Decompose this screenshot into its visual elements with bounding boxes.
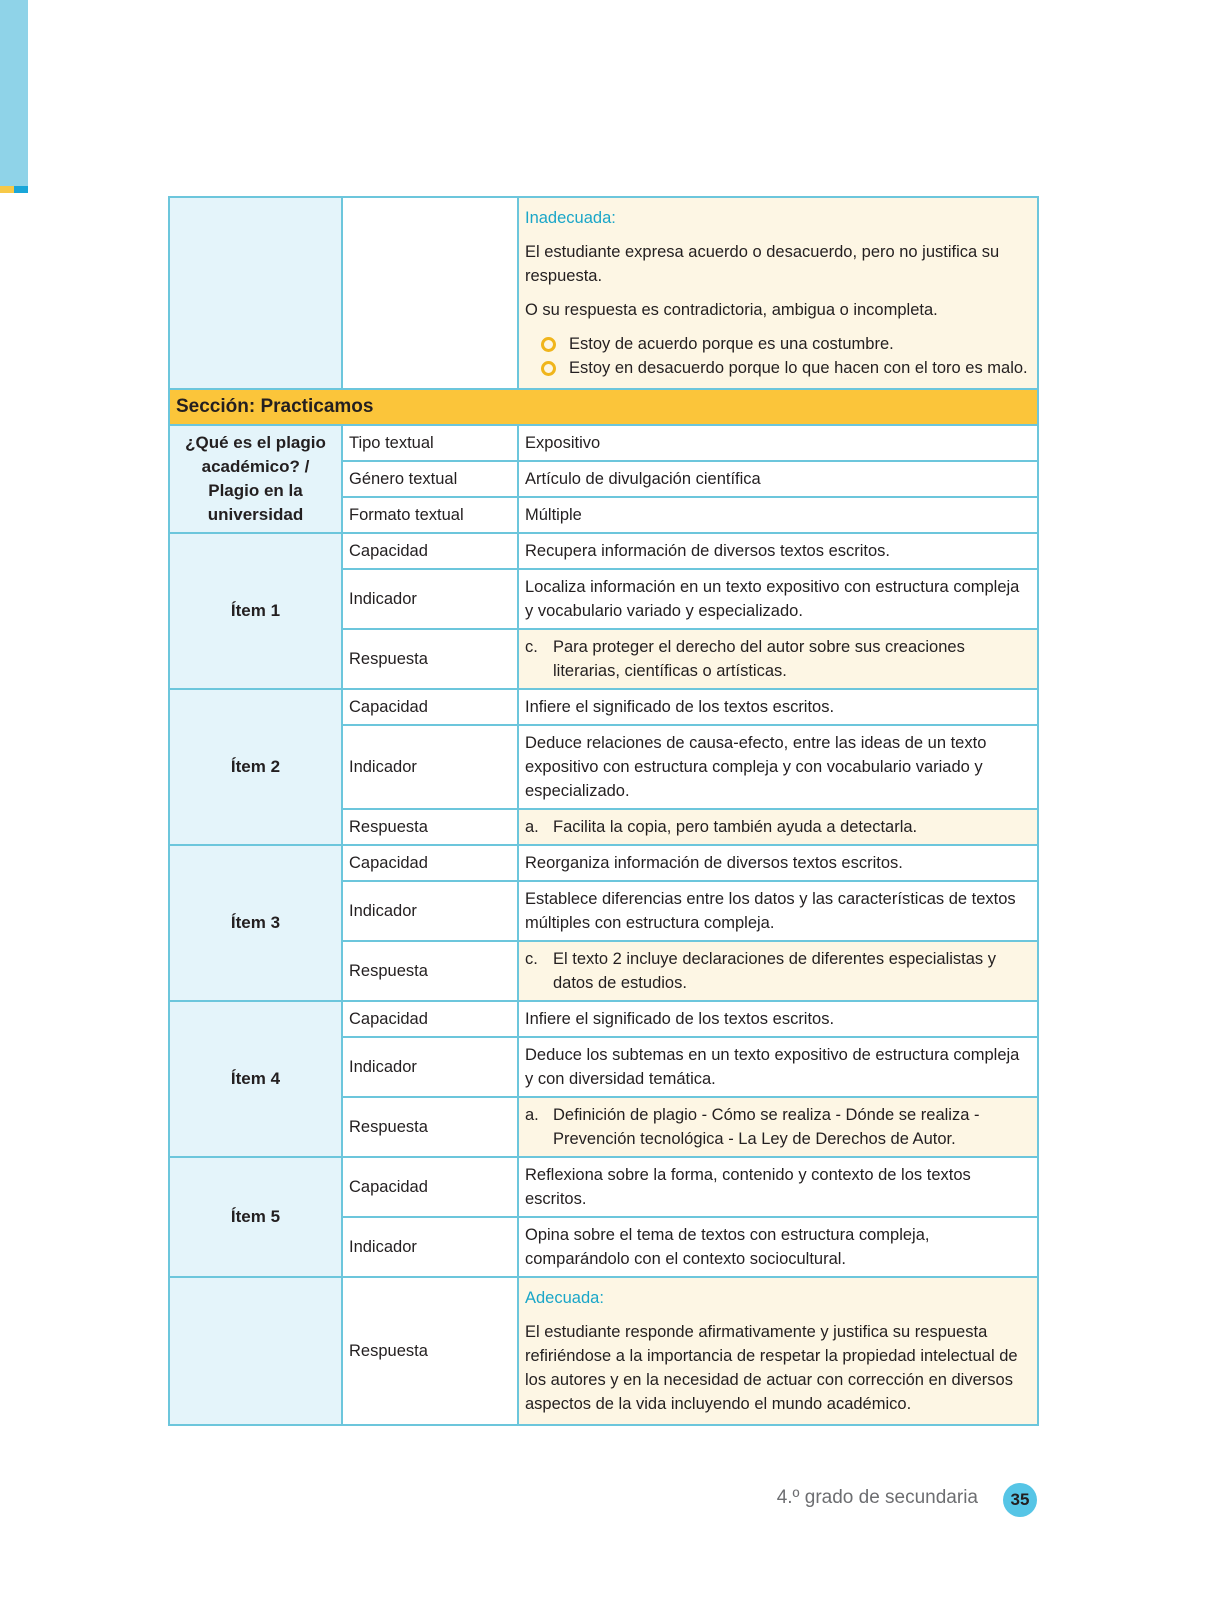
inadequate-text-1: El estudiante expresa acuerdo o desacuerdo, pero no justifica su respuesta.	[525, 243, 1000, 285]
indicador-label: Indicador	[342, 725, 518, 809]
text-title: ¿Qué es el plagio académico? / Plagio en la universidad	[169, 425, 342, 533]
table-row	[169, 1001, 1038, 1037]
empty-cell	[169, 1277, 342, 1425]
capacidad-label: Capacidad	[342, 533, 518, 569]
indicador-label: Indicador	[342, 881, 518, 941]
item-name: Ítem 1	[169, 533, 342, 689]
option-letter: c.	[525, 950, 538, 968]
capacidad-label: Capacidad	[342, 845, 518, 881]
circle-bullet-icon	[541, 361, 556, 376]
row-value: Múltiple	[518, 497, 1038, 533]
option-letter: a.	[525, 818, 539, 836]
capacidad-label: Capacidad	[342, 1001, 518, 1037]
item-name: Ítem 3	[169, 845, 342, 1001]
respuesta-label: Respuesta	[342, 809, 518, 845]
section-title: Sección: Practicamos	[169, 389, 1038, 425]
page-number: 35	[1003, 1483, 1037, 1517]
indicador-label: Indicador	[342, 569, 518, 629]
section-header-row	[169, 389, 1038, 425]
row-value: Expositivo	[518, 425, 1038, 461]
capacidad-value: Infiere el significado de los textos escritos.	[518, 689, 1038, 725]
table-row	[169, 1157, 1038, 1217]
evaluation-table	[168, 196, 1039, 1426]
item-name: Ítem 4	[169, 1001, 342, 1157]
side-accent-bar	[0, 0, 28, 186]
table-row	[169, 425, 1038, 461]
inadequate-cell	[518, 197, 1038, 389]
respuesta-label: Respuesta	[342, 1097, 518, 1157]
indicador-value: Deduce los subtemas en un texto expositivo de estructura compleja y con diversidad temática.	[518, 1037, 1038, 1097]
table-row	[169, 1277, 1038, 1425]
respuesta-label: Respuesta	[342, 629, 518, 689]
option-letter: a.	[525, 1106, 539, 1124]
respuesta-label: Respuesta	[342, 941, 518, 1001]
list-item	[525, 356, 1031, 380]
item-name: Ítem 2	[169, 689, 342, 845]
side-accent-yellow	[0, 186, 14, 193]
respuesta-value: Definición de plagio - Cómo se realiza - Dónde se realiza - Prevención tecnológica - La Ley de Derechos de Autor.	[553, 1106, 980, 1148]
respuesta-cell	[518, 629, 1038, 689]
inadequate-row	[169, 197, 1038, 389]
table-row	[169, 845, 1038, 881]
inadequate-text-2: O su respuesta es contradictoria, ambigua o incompleta.	[525, 301, 938, 319]
respuesta-cell	[518, 941, 1038, 1001]
table-row	[169, 533, 1038, 569]
row-label: Género textual	[342, 461, 518, 497]
respuesta-value: El estudiante responde afirmativamente y justifica su respuesta refiriéndose a la importancia de respetar la propiedad intelectual de los autores y en la necesidad de actuar con corrección en diversos aspectos de la vida incluyendo el mundo académico.	[525, 1323, 1018, 1413]
indicador-label: Indicador	[342, 1037, 518, 1097]
inadequate-label: Inadecuada:	[525, 209, 616, 227]
respuesta-value: Para proteger el derecho del autor sobre sus creaciones literarias, científicas o artísticas.	[553, 638, 965, 680]
capacidad-value: Reorganiza información de diversos textos escritos.	[518, 845, 1038, 881]
indicador-label: Indicador	[342, 1217, 518, 1277]
respuesta-label: Respuesta	[342, 1277, 518, 1425]
item-name: Ítem 5	[169, 1157, 342, 1277]
circle-bullet-icon	[541, 337, 556, 352]
table-row	[169, 689, 1038, 725]
respuesta-value: El texto 2 incluye declaraciones de diferentes especialistas y datos de estudios.	[553, 950, 996, 992]
indicador-value: Establece diferencias entre los datos y las características de textos múltiples con estructura compleja.	[518, 881, 1038, 941]
row-value: Artículo de divulgación científica	[518, 461, 1038, 497]
indicador-value: Deduce relaciones de causa-efecto, entre las ideas de un texto expositivo con estructura compleja y con vocabulario variado y especializado.	[518, 725, 1038, 809]
capacidad-label: Capacidad	[342, 1157, 518, 1217]
capacidad-label: Capacidad	[342, 689, 518, 725]
row-label: Formato textual	[342, 497, 518, 533]
grade-label: 4.º grado de secundaria	[776, 1487, 978, 1508]
capacidad-value: Infiere el significado de los textos escritos.	[518, 1001, 1038, 1037]
capacidad-value: Reflexiona sobre la forma, contenido y contexto de los textos escritos.	[518, 1157, 1038, 1217]
list-item-text: Estoy de acuerdo porque es una costumbre.	[569, 335, 894, 353]
indicador-value: Opina sobre el tema de textos con estructura compleja, comparándolo con el contexto sociocultural.	[518, 1217, 1038, 1277]
empty-cell	[169, 197, 342, 389]
empty-cell	[342, 197, 518, 389]
list-item	[525, 332, 1031, 356]
respuesta-value: Facilita la copia, pero también ayuda a detectarla.	[553, 818, 918, 836]
example-list	[525, 332, 1031, 380]
row-label: Tipo textual	[342, 425, 518, 461]
respuesta-cell	[518, 809, 1038, 845]
side-accent-blue	[14, 186, 28, 193]
option-letter: c.	[525, 638, 538, 656]
capacidad-value: Recupera información de diversos textos escritos.	[518, 533, 1038, 569]
list-item-text: Estoy en desacuerdo porque lo que hacen con el toro es malo.	[569, 359, 1028, 377]
respuesta-cell	[518, 1277, 1038, 1425]
indicador-value: Localiza información en un texto expositivo con estructura compleja y vocabulario variado y especializado.	[518, 569, 1038, 629]
adequate-label: Adecuada:	[525, 1289, 604, 1307]
respuesta-cell	[518, 1097, 1038, 1157]
